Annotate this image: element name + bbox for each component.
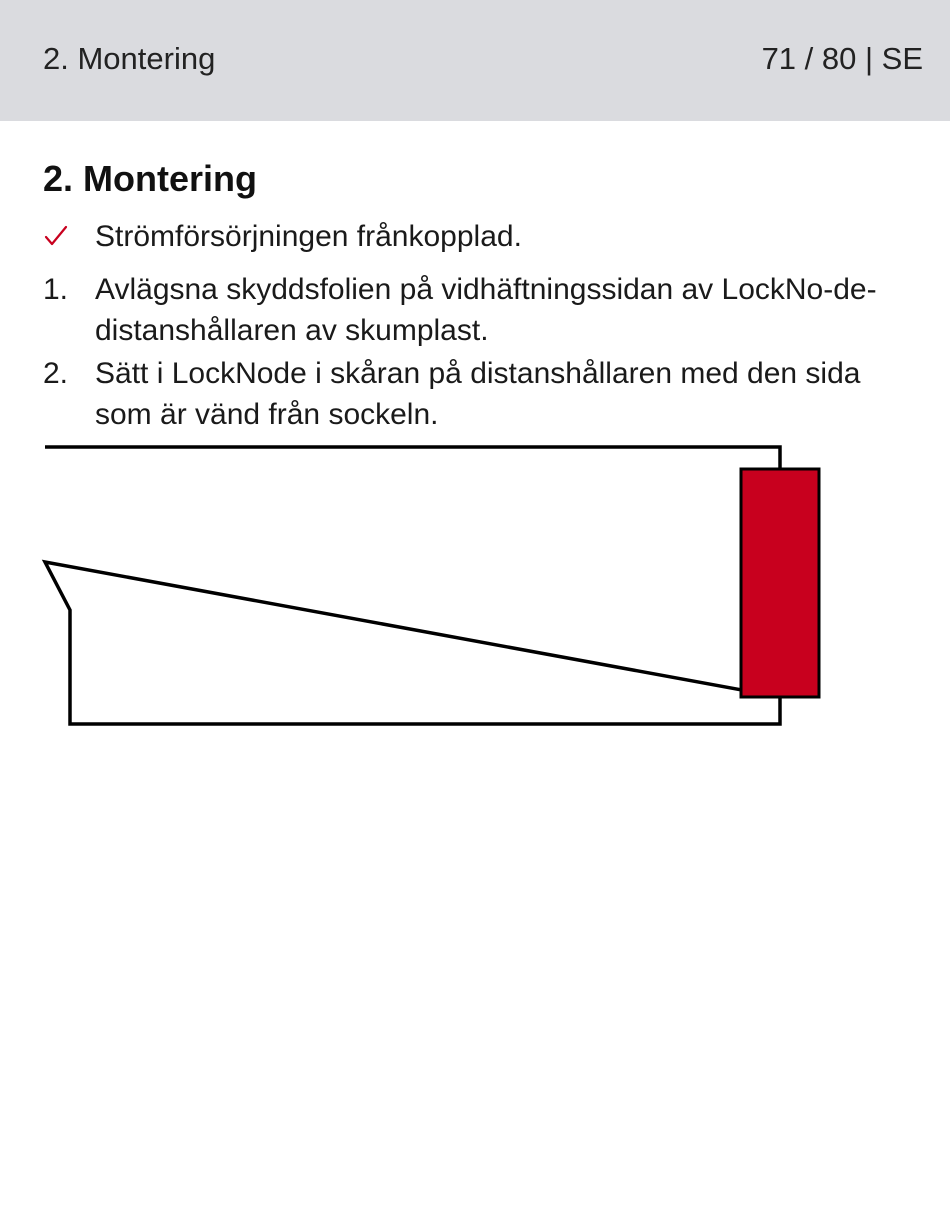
header-page-indicator: 71 / 80 | SE [761,41,923,76]
header-section-title: 2. Montering [43,41,216,76]
step-text: Avlägsna skyddsfolien på vidhäftningssidan av LockNo-de-distanshållaren av skumplast. [95,273,877,347]
step-number: 2. [43,357,69,390]
locknode-device [741,469,819,697]
prerequisite-text: Strömförsörjningen frånkopplad. [95,220,522,253]
page-title: 2. Montering [43,158,257,199]
step-number: 1. [43,273,69,306]
step-text: Sätt i LockNode i skåran på distanshållaren med den sida som är vänd från sockeln. [95,357,861,431]
foam-spacer-outline [45,447,780,724]
